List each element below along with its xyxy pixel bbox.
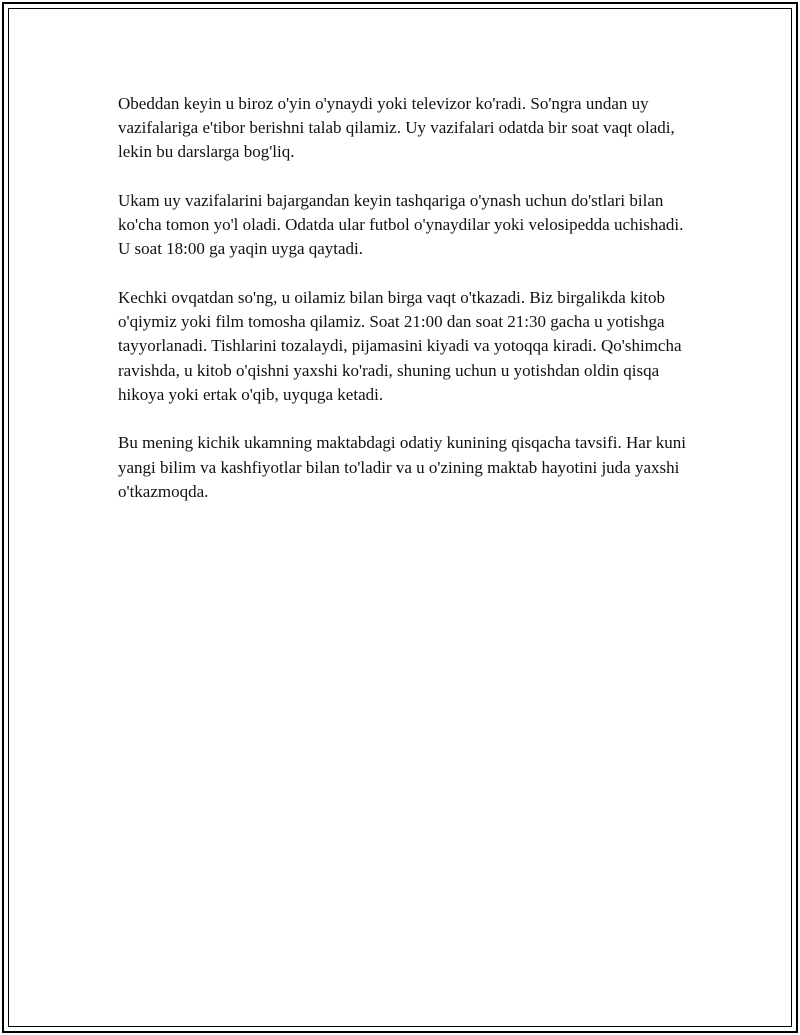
paragraph-1: Obeddan keyin u biroz o'yin o'ynaydi yoki televizor ko'radi. So'ngra undan uy vazifalariga e'tibor berishni talab qilamiz. Uy vazifalari odatda bir soat vaqt oladi, lekin bu darslarga bog'liq. [118,94,675,162]
paragraph-2: Ukam uy vazifalarini bajargandan keyin tashqariga o'ynash uchun do'stlari bilan ko'cha tomon yo'l oladi. Odatda ular futbol o'ynaydilar yoki velosipedda uchishadi. U soat 18:00 ga yaqin uyga qaytadi. [118,191,684,259]
paragraph-3: Kechki ovqatdan so'ng, u oilamiz bilan birga vaqt o'tkazadi. Biz birgalikda kitob o'qiymiz yoki film tomosha qilamiz. Soat 21:00 dan soat 21:30 gacha u yotishga tayyorlanadi. Tishlarini tozalaydi, pijamasini kiyadi va yotoqqa kiradi. Qo'shimcha ravishda, u kitob o'qishni yaxshi ko'radi, shuning uchun u yotishdan oldin qisqa hikoya yoki ertak o'qib, uyquga ketadi. [118,288,682,404]
paragraph-4: Bu mening kichik ukamning maktabdagi odatiy kunining qisqacha tavsifi. Har kuni yangi bilim va kashfiyotlar bilan to'ladir va u o'zining maktab hayotini juda yaxshi o'tkazmoqda. [118,433,686,501]
document-body [118,92,693,528]
